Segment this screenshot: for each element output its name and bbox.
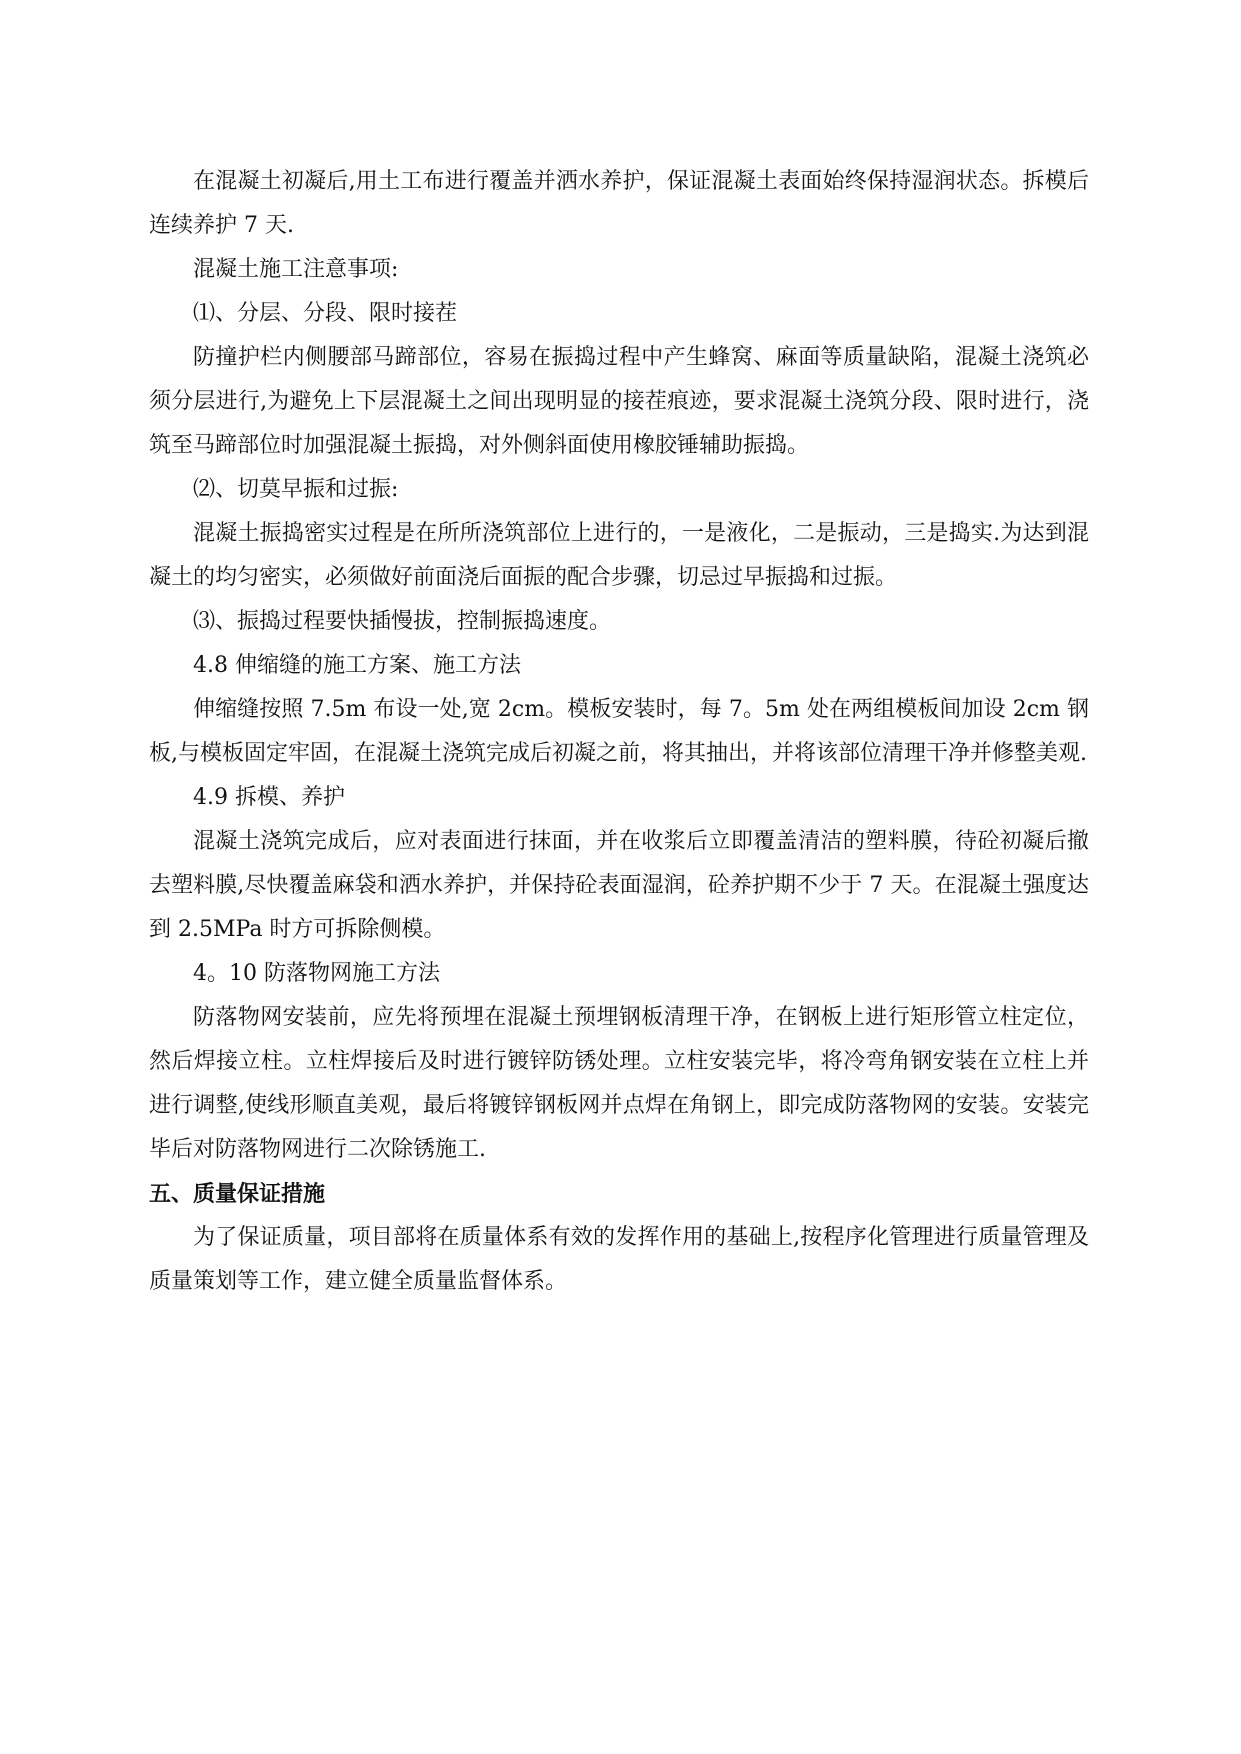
paragraph-fall-net: 防落物网安装前，应先将预埋在混凝土预埋钢板清理干净，在钢板上进行矩形管立柱定位，然后焊接立柱。立柱焊接后及时进行镀锌防锈处理。立柱安装完毕，将冷弯角钢安装在立柱上并进行调整,使线形顺直美观，最后将镀锌钢板网并点焊在角钢上，即完成防落物网的安装。安装完毕后对防落物网进行二次除锈施工. xyxy=(149,1005,1089,1162)
paragraph-expansion-joint: 伸缩缝按照 7.5m 布设一处,宽 2cm。模板安装时，每 7。5m 处在两组模板间加设 2cm 钢板,与模板固定牢固，在混凝土浇筑完成后初凝之前，将其抽出，并将该部位清理干净并修整美观. xyxy=(149,697,1089,766)
paragraph-quality-assurance: 为了保证质量，项目部将在质量体系有效的发挥作用的基础上,按程序化管理进行质量管理及质量策划等工作，建立健全质量监督体系。 xyxy=(149,1225,1089,1294)
heading-vibration-speed: ⑶、振捣过程要快插慢拔，控制振捣速度。 xyxy=(193,609,612,634)
paragraph-vibration: 混凝土振捣密实过程是在所所浇筑部位上进行的，一是液化，二是振动，三是捣实.为达到混凝土的均匀密实，必须做好前面浇后面振的配合步骤，切忌过早振捣和过振。 xyxy=(149,521,1089,590)
heading-vibration: ⑵、切莫早振和过振: xyxy=(193,477,399,502)
paragraph-layering: 防撞护栏内侧腰部马蹄部位，容易在振捣过程中产生蜂窝、麻面等质量缺陷，混凝土浇筑必须分层进行,为避免上下层混凝土之间出现明显的接茬痕迹，要求混凝土浇筑分段、限时进行，浇筑至马蹄部位时加强混凝土振捣，对外侧斜面使用橡胶锤辅助振捣。 xyxy=(149,345,1089,458)
heading-formwork-removal: 4.9 拆模、养护 xyxy=(193,785,345,810)
paragraph-formwork-removal: 混凝土浇筑完成后，应对表面进行抹面，并在收浆后立即覆盖清洁的塑料膜，待砼初凝后撤去塑料膜,尽快覆盖麻袋和洒水养护，并保持砼表面湿润，砼养护期不少于 7 天。在混凝土强度达到 2.5MPa 时方可拆除侧模。 xyxy=(149,829,1089,942)
document-page xyxy=(149,160,1089,1304)
paragraph-curing: 在混凝土初凝后,用土工布进行覆盖并洒水养护，保证混凝土表面始终保持湿润状态。拆模后连续养护 7 天. xyxy=(149,169,1089,238)
heading-quality-assurance: 五、质量保证措施 xyxy=(149,1181,326,1207)
heading-fall-net: 4。10 防落物网施工方法 xyxy=(193,961,440,986)
heading-expansion-joint: 4.8 伸缩缝的施工方案、施工方法 xyxy=(193,653,521,678)
heading-concrete-notes: 混凝土施工注意事项: xyxy=(193,257,399,282)
heading-layering: ⑴、分层、分段、限时接茬 xyxy=(193,301,458,326)
